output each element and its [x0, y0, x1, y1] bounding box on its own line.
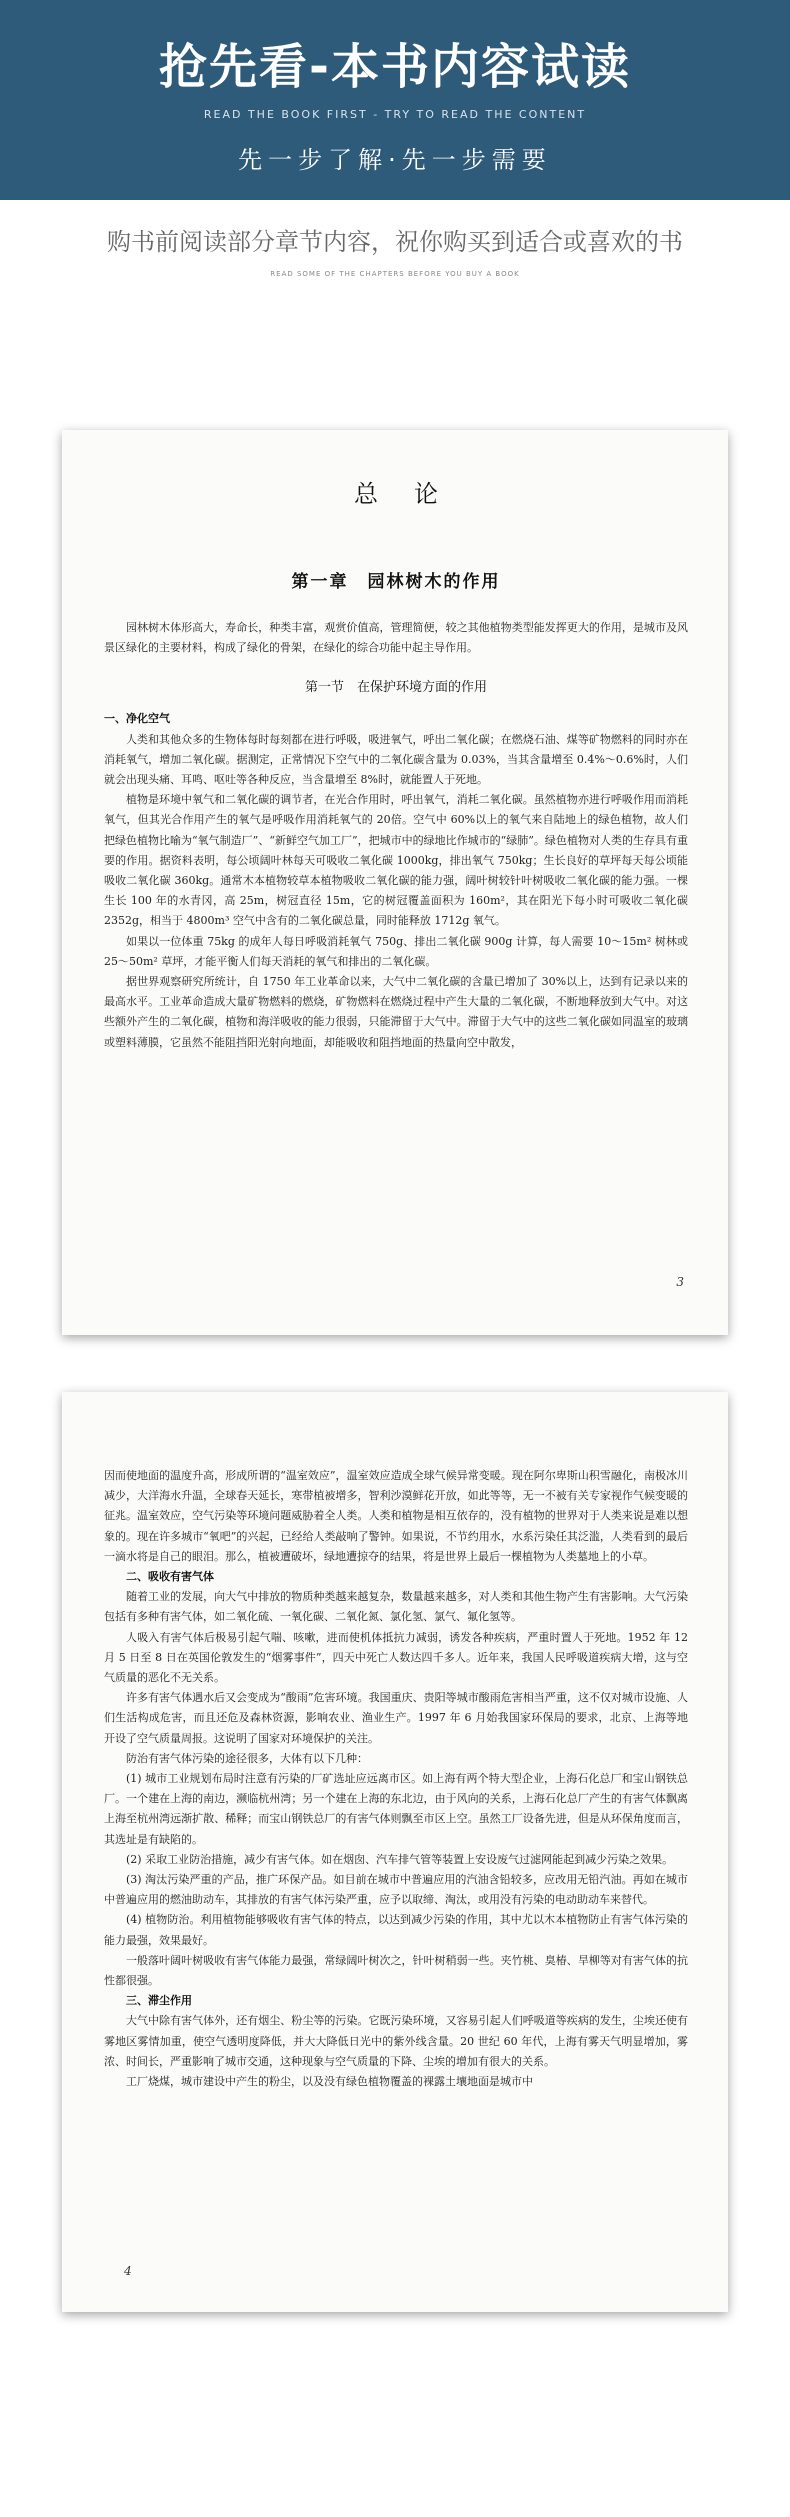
page-1-content — [104, 474, 688, 1053]
page-number: 3 — [676, 1275, 684, 1289]
paragraph: 人类和其他众多的生物体每时每刻都在进行呼吸，吸进氧气，呼出二氧化碳；在燃烧石油、煤等矿物燃料的同时亦在消耗氧气，增加二氧化碳。据测定，正常情况下空气中的二氧化碳含量为 0.03%，当其含量增至 0.4%～0.6%时，人们就会出现头痛、耳鸣、呕吐等各种反应，当含量增至 8%时，就能置人于死地。 — [104, 732, 688, 787]
subheading: 三、滞尘作用 — [126, 1994, 192, 2008]
main-title: 总论 — [354, 480, 474, 508]
paragraph: 许多有害气体遇水后又会变成为“酸雨”危害环境。我国重庆、贵阳等城市酸雨危害相当严重，这不仅对城市设施、人们生活构成危害，而且还危及森林资源，影响农业、渔业生产。1997 年 6 月始我国家环保局的要求，北京、上海等地开设了空气质量周报。这说明了国家对环境保护的关注。 — [104, 1691, 688, 1745]
banner-slogan: 先一步了解·先一步需要 — [238, 146, 552, 174]
section-title: 第一节 在保护环境方面的作用 — [304, 680, 487, 696]
header-banner — [0, 0, 790, 200]
paragraph: 据世界观察研究所统计，自 1750 年工业革命以来，大气中二氧化碳的含量已增加了 30%以上，达到有记录以来的最高水平。工业革命造成大量矿物燃料的燃烧，矿物燃料在燃烧过程中产生大量的二氧化碳，不断地释放到大气中。对这些额外产生的二氧化碳，植物和海洋吸收的能力很弱，只能滞留于大气中。滞留于大气中的这些二氧化碳如同温室的玻璃或塑料薄膜，它虽然不能阻挡阳光射向地面，却能吸收和阻挡地面的热量向空中散发， — [104, 975, 688, 1049]
paragraph: 植物是环境中氧气和二氧化碳的调节者，在光合作用时，呼出氧气，消耗二氧化碳。虽然植物亦进行呼吸作用而消耗氧气，但其光合作用产生的氧气是呼吸作用消耗氧气的 20倍。空气中 60%以上的氧气来自陆地上的绿色植物，故人们把绿色植物比喻为“氧气制造厂”、“新鲜空气加工厂”，把城市中的绿地比作城市的“绿肺”。绿色植物对人类的生存具有重要的作用。据资料表明，每公顷阔叶林每天可吸收二氧化碳 1000kg，排出氧气 750kg；生长良好的草坪每天每公顷能吸收二氧化碳 360kg。通常木本植物较草本植物吸收二氧化碳的能力强，阔叶树较针叶树吸收二氧化碳的能力强。一棵生长 100 年的水青冈，高 25m，树冠直径 15m，它的树冠覆盖面积为 160m²，其在阳光下每小时可吸收二氧化碳 2352g，相当于 4800m³ 空气中含有的二氧化碳总量，同时能释放 1712g 氧气。 — [104, 793, 688, 928]
paragraph: 大气中除有害气体外，还有烟尘、粉尘等的污染。它既污染环境，又容易引起人们呼吸道等疾病的发生，尘埃还使有雾地区雾情加重，使空气透明度降低，并大大降低日光中的紫外线含量。20 世纪 60 年代，上海有雾天气明显增加，雾浓、时间长，严重影响了城市交通，这种现象与空气质量的下降、尘埃的增加有很大的关系。 — [104, 2014, 688, 2068]
intro-text-en: READ SOME OF THE CHAPTERS BEFORE YOU BUY A BOOK — [270, 270, 520, 278]
paragraph: 防治有害气体污染的途径很多，大体有以下几种： — [126, 1751, 368, 1765]
paragraph: 一般落叶阔叶树吸收有害气体能力最强，常绿阔叶树次之，针叶树稍弱一些。夹竹桃、臭椿、旱柳等对有害气体的抗性都很强。 — [104, 1953, 688, 1988]
page-number: 4 — [124, 2264, 132, 2278]
subheading: 二、吸收有害气体 — [126, 1570, 214, 1584]
subheading-purify-air: 一、净化空气 — [104, 712, 170, 726]
banner-title: 抢先看-本书内容试读 — [159, 39, 631, 95]
paragraph: 工厂烧煤，城市建设中产生的粉尘，以及没有绿色植物覆盖的裸露土壤地面是城市中 — [126, 2075, 533, 2089]
paragraph: 因而使地面的温度升高，形成所谓的“温室效应”，温室效应造成全球气候异常变暖。现在阿尔卑斯山积雪融化，南极冰川减少，大洋海水升温，全球春天延长，寒带植被增多，智利沙漠鲜花开放，如此等等，无一不被有关专家视作气候变暖的征兆。温室效应，空气污染等环境问题威胁着全人类。人类和植物是相互依存的，没有植物的世界对于人类来说是难以想象的。现在许多城市“氧吧”的兴起，已经给人类敲响了警钟。如果说，不节约用水，水系污染任其泛滥，人类看到的最后一滴水将是自己的眼泪。那么，植被遭破坏，绿地遭掠夺的结果，将是世界上最后一棵植物为人类墓地上的小草。 — [104, 1469, 688, 1563]
banner-subtitle-en: READ THE BOOK FIRST - TRY TO READ THE CONTENT — [203, 108, 587, 121]
chapter-intro-paragraph: 园林树木体形高大，寿命长，种类丰富，观赏价值高，管理简便，较之其他植物类型能发挥更大的作用，是城市及风景区绿化的主要材料，构成了绿化的骨架，在绿化的综合功能中起主导作用。 — [104, 621, 688, 655]
chapter-title: 第一章 园林树木的作用 — [291, 572, 501, 592]
paragraph: 如果以一位体重 75kg 的成年人每日呼吸消耗氧气 750g、排出二氧化碳 900g 计算，每人需要 10～15m² 树林或 25～50m² 草坪，才能平衡人们每天消耗的氧气和排出的二氧化碳。 — [104, 934, 688, 968]
scanned-page-1 — [62, 430, 728, 1335]
scanned-page-2 — [62, 1392, 728, 2312]
paragraph: (4) 植物防治。利用植物能够吸收有害气体的特点，以达到减少污染的作用，其中尤以木本植物防止有害气体污染的能力最强，效果最好。 — [104, 1913, 688, 1947]
paragraph: (1) 城市工业规划布局时注意有污染的厂矿选址应远离市区。如上海有两个特大型企业，上海石化总厂和宝山钢铁总厂。一个建在上海的南边，濒临杭州湾；另一个建在上海的东北边，由于风向的关系，上海石化总厂产生的有害气体飘离上海至杭州湾远渐扩散、稀释；而宝山钢铁总厂的有害气体则飘至市区上空。虽然工厂设备先进，但是从环保角度而言，其选址是有缺陷的。 — [104, 1772, 688, 1846]
page-2-content — [104, 1466, 688, 2092]
paragraph: 随着工业的发展，向大气中排放的物质种类越来越复杂，数量越来越多，对人类和其他生物产生有害影响。大气污染包括有多种有害气体，如二氧化硫、一氧化碳、二氧化氮、氯化氢、氯气、氟化氢等。 — [104, 1590, 688, 1624]
paragraph: 人吸入有害气体后极易引起气喘、咳嗽，进而使机体抵抗力减弱，诱发各种疾病，严重时置人于死地。1952 年 12 月 5 日至 8 日在英国伦敦发生的“烟雾事件”，四天中死亡人数达四千多人。近年来，我国人民呼吸道疾病大增，这与空气质量的恶化不无关系。 — [104, 1630, 688, 1685]
intro-text: 购书前阅读部分章节内容，祝你购买到适合或喜欢的书 — [107, 228, 683, 256]
paragraph: (2) 采取工业防治措施，减少有害气体。如在烟囱、汽车排气管等装置上安设废气过滤网能起到减少污染之效果。 — [126, 1852, 674, 1866]
paragraph: (3) 淘汰污染严重的产品，推广环保产品。如目前在城市中普遍应用的汽油含铅较多，应改用无铅汽油。再如在城市中普遍应用的燃油助动车，其排放的有害气体污染严重，应予以取缔、淘汰，或用没有污染的电动助动车来替代。 — [104, 1873, 688, 1907]
